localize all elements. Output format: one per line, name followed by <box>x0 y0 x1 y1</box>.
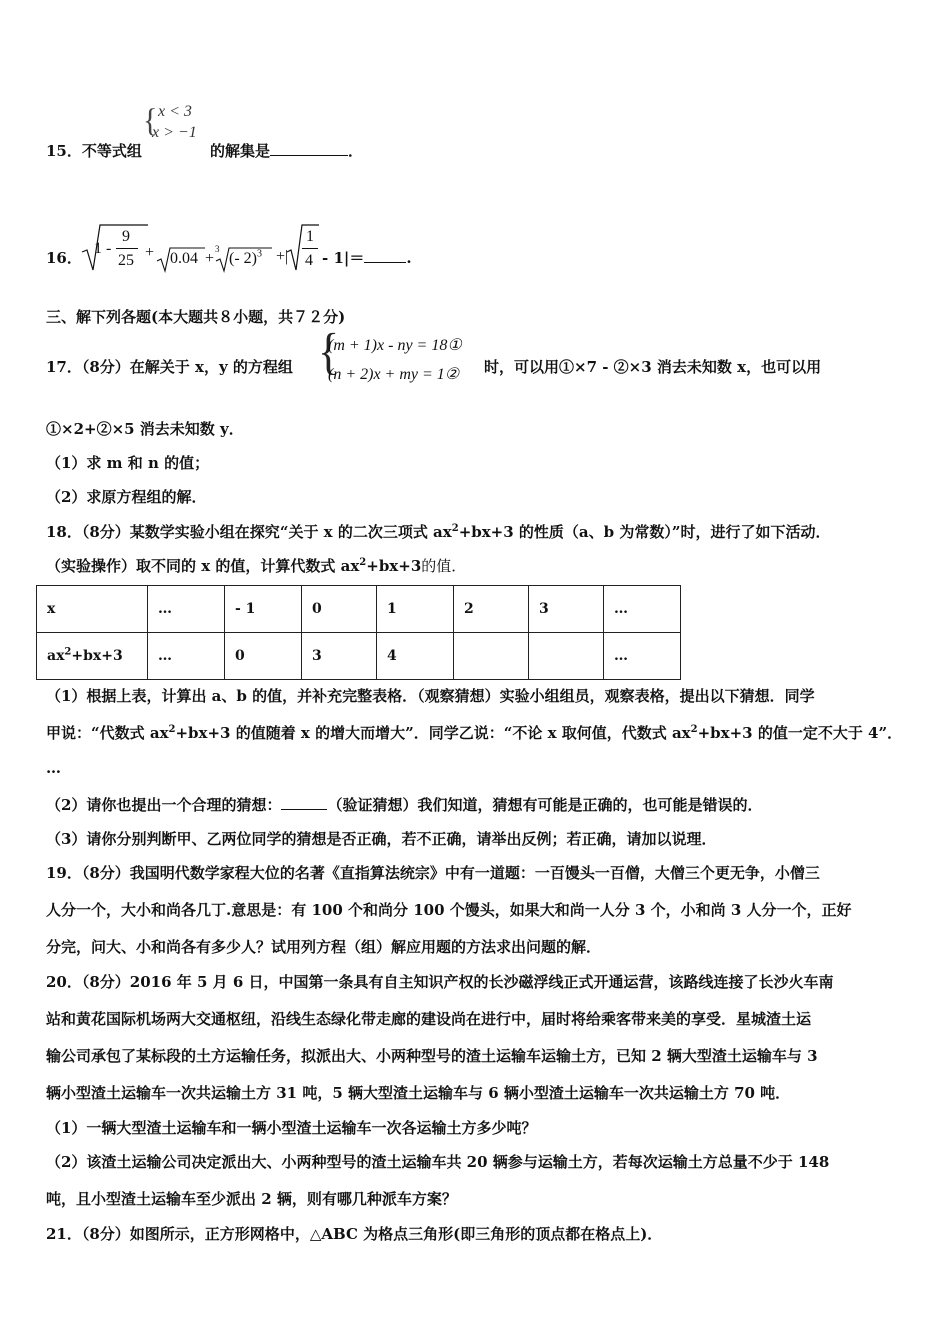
table-cell: … <box>604 633 681 680</box>
q20-l2: 站和黄花国际机场两大交通枢纽，沿线生态绿化带走廊的建设尚在进行中，届时将给乘客带来美的享受．星城渣土运 <box>46 1010 812 1028</box>
q18-p1: （1）根据上表，计算出 a、b 的值，并补充完整表格．（观察猜想）实验小组组员，观察表格，提出以下猜想．同学 <box>46 687 815 705</box>
table-cell: 0 <box>302 586 377 633</box>
table-cell: … <box>148 633 225 680</box>
section-3-heading: 三、解下列各题(本大题共８小题，共７２分) <box>46 308 346 326</box>
q17-label: 17．（8分）在解关于 x，y 的方程组 <box>46 358 293 376</box>
q16-sqrt1-sign <box>80 222 150 274</box>
q18-guess-blank[interactable] <box>281 809 327 810</box>
q16-frac2-den: 4 <box>305 252 313 269</box>
q20-s3: 吨，且小型渣土运输车至少派出 2 辆，则有哪几种派车方案？ <box>46 1190 457 1208</box>
q21-l1: 21．（8分）如图所示，正方形网格中，△ABC 为格点三角形(即三角形的顶点都在格点上)． <box>46 1225 663 1243</box>
q15-answer-blank[interactable] <box>270 155 348 156</box>
q15-tail: 的解集是 ． <box>210 142 364 160</box>
q17-sub1: （1）求 m 和 n 的值； <box>46 454 210 472</box>
q15-brace: { <box>143 102 158 139</box>
q18-p4: （2）请你也提出一个合理的猜想： （验证猜想）我们知道，猜想有可能是正确的，也可能是错误的． <box>46 796 763 814</box>
table-cell: 2 <box>454 586 529 633</box>
q17-brace: { <box>318 323 340 380</box>
q16-frac1-bar <box>116 248 138 249</box>
q20-l1: 20．（8分）2016 年 5 月 6 日，中国第一条具有自主知识产权的长沙磁浮线正式开通运营，该路线连接了长沙火车南 <box>46 973 834 991</box>
q16-tail: - 1|＝ . <box>322 249 412 267</box>
q19-l2: 人分一个，大小和尚各几丁.意思是：有 100 个和尚分 100 个馒头，如果大和尚一人分 3 个，小和尚 3 人分一个，正好 <box>46 901 852 919</box>
q16-plus3: +| <box>276 248 289 265</box>
q16-plus1: + <box>145 244 155 261</box>
q16-frac1-num: 9 <box>122 228 130 245</box>
table-cell-empty[interactable] <box>454 633 529 680</box>
q19-l1: 19．（8分）我国明代数学家程大位的名著《直指算法统宗》中有一道题：一百馒头一百僧，大僧三个更无争，小僧三 <box>46 864 820 882</box>
q18-line1: 18．（8分）某数学实验小组在探究“关于 x 的二次三项式 $ax^2+bx+3$ 的性质（a、b 为常数）”时，进行了如下活动． <box>46 523 831 541</box>
table-cell: … <box>604 586 681 633</box>
q18-p5: （3）请你分别判断甲、乙两位同学的猜想是否正确，若不正确，请举出反例；若正确，请加以说理． <box>46 830 717 848</box>
q15-cond2: x > −1 <box>152 124 197 141</box>
q16-frac1-den: 25 <box>118 252 134 269</box>
table-cell: $ax^2+bx+3$ <box>37 633 148 680</box>
q20-s2: （2）该渣土运输公司决定派出大、小两种型号的渣土运输车共 20 辆参与运输土方，若每次运输土方总量不少于 148 <box>46 1153 830 1171</box>
table-cell: 4 <box>377 633 454 680</box>
q16-frac2-num: 1 <box>306 228 314 245</box>
table-cell-empty[interactable] <box>529 633 604 680</box>
q18-p3: … <box>46 759 61 777</box>
table-cell: … <box>148 586 225 633</box>
table-cell: 3 <box>529 586 604 633</box>
q16-plus2: + <box>205 250 215 267</box>
q15-label: 15．不等式组 <box>46 142 142 160</box>
q16-label: 16． <box>46 249 82 267</box>
q20-l3: 输公司承包了某标段的土方运输任务，拟派出大、小两种型号的渣土运输车运输土方，已知 2 辆大型渣土运输车与 3 <box>46 1047 818 1065</box>
q16-frac2-bar <box>302 248 318 249</box>
table-cell: 3 <box>302 633 377 680</box>
q18-line2: （实验操作）取不同的 x 的值，计算代数式 $ax^2+bx+3$的值． <box>46 557 467 575</box>
q16-sqrt1-pre: 1 - <box>94 240 112 257</box>
table-cell: 0 <box>225 633 302 680</box>
q17-line2: ①×2+②×5 消去未知数 y． <box>46 420 244 438</box>
table-cell: 1 <box>377 586 454 633</box>
q18-p2: 甲说：“代数式 $ax^2+bx+3$ 的值随着 x 的增大而增大”．同学乙说：“不论 x 取何值，代数式 $ax^2+bx+3$ 的值一定不大于 4”． <box>46 724 903 742</box>
q16-cbrt-index: 3 <box>215 244 220 254</box>
q17-tail: 时，可以用①×7 - ②×3 消去未知数 x，也可以用 <box>484 358 822 376</box>
q20-s1: （1）一辆大型渣土运输车和一辆小型渣土运输车一次各运输土方多少吨？ <box>46 1119 537 1137</box>
q15-cond1: x < 3 <box>158 103 192 120</box>
q17-eq2: (n + 2)x + my = 1② <box>328 366 460 383</box>
q16-answer-blank[interactable] <box>364 262 406 263</box>
q20-l4: 辆小型渣土运输车一次共运输土方 31 吨，5 辆大型渣土运输车与 6 辆小型渣土运输车一次共运输土方 70 吨． <box>46 1084 791 1102</box>
q18-value-table <box>36 585 681 680</box>
table-row <box>37 586 681 633</box>
q19-l3: 分完，问大、小和尚各有多少人？试用列方程（组）解应用题的方法求出问题的解． <box>46 938 602 956</box>
q16-sqrt2-body: 0.04 <box>170 250 198 267</box>
q17-eq1: (m + 1)x - ny = 18① <box>328 337 462 354</box>
table-row <box>37 633 681 680</box>
q16-cbrt-body: (- 2)$^3$ <box>229 248 262 267</box>
table-cell: - 1 <box>225 586 302 633</box>
table-cell: x <box>37 586 148 633</box>
q17-sub2: （2）求原方程组的解． <box>46 488 207 506</box>
